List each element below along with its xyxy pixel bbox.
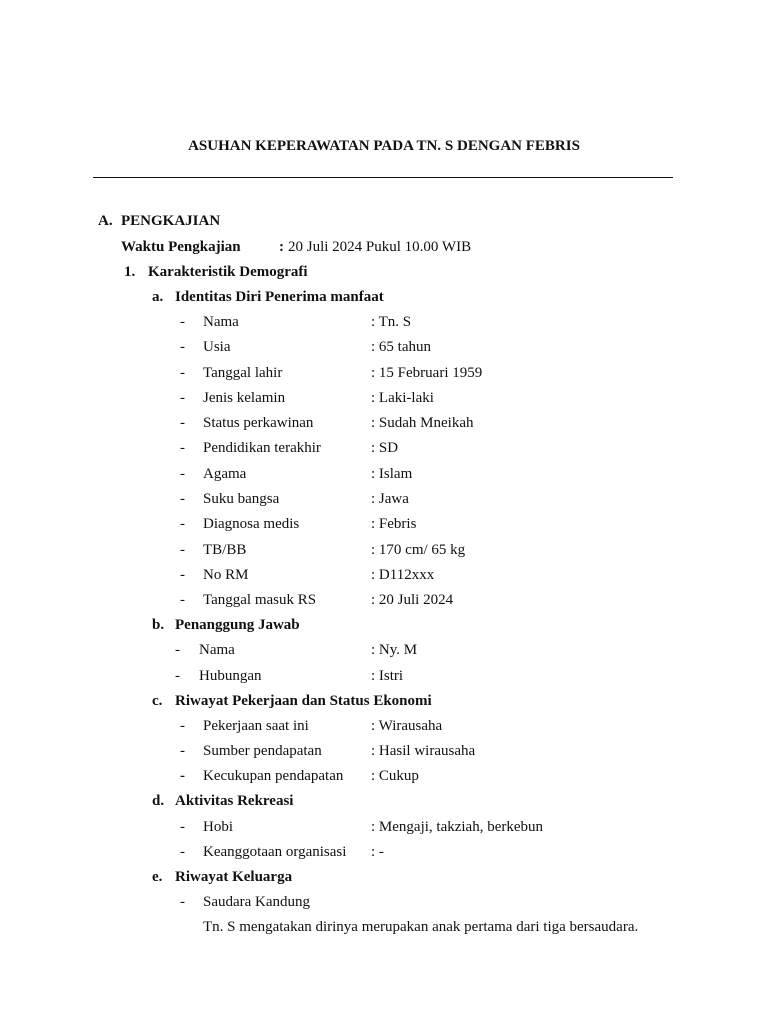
waktu-pengkajian-label: Waktu Pengkajian	[121, 239, 241, 255]
bullet-dash: -	[180, 844, 185, 860]
field-label: TB/BB	[203, 542, 247, 558]
field-row	[0, 667, 768, 685]
field-row	[0, 389, 768, 407]
field-value: : Mengaji, takziah, berkebun	[371, 819, 544, 835]
field-row	[0, 313, 768, 331]
field-row	[0, 742, 768, 760]
sub-a-letter: a.	[152, 289, 164, 305]
field-label: Keanggotaan organisasi	[203, 844, 347, 860]
sub-b-letter: b.	[152, 617, 165, 633]
field-value: : Islam	[371, 466, 413, 482]
sub-e-letter: e.	[152, 869, 163, 885]
field-label: Jenis kelamin	[203, 390, 286, 406]
field-label: Nama	[203, 314, 239, 330]
field-value: : Jawa	[371, 491, 409, 507]
field-label: Hobi	[203, 819, 233, 835]
item-1-number: 1.	[124, 264, 136, 280]
field-row	[0, 490, 768, 508]
field-label: No RM	[203, 567, 249, 583]
field-value: : 20 Juli 2024	[371, 592, 454, 608]
bullet-dash: -	[180, 894, 185, 910]
field-row	[0, 717, 768, 735]
field-row	[0, 465, 768, 483]
bullet-dash: -	[180, 491, 185, 507]
bullet-dash: -	[180, 819, 185, 835]
bullet-dash: -	[180, 516, 185, 532]
waktu-pengkajian-separator: :	[279, 239, 284, 255]
bullet-dash: -	[180, 718, 185, 734]
field-row	[0, 566, 768, 584]
field-row	[0, 439, 768, 457]
field-label: Tanggal lahir	[203, 365, 283, 381]
field-value: : -	[371, 844, 384, 860]
field-label: Hubungan	[199, 668, 262, 684]
sub-a-heading: Identitas Diri Penerima manfaat	[175, 289, 384, 305]
field-label: Saudara Kandung	[203, 894, 311, 910]
bullet-dash: -	[180, 542, 185, 558]
field-value: : SD	[371, 440, 399, 456]
field-value: : Wirausaha	[371, 718, 443, 734]
field-row	[0, 515, 768, 533]
field-value: : Ny. M	[371, 642, 418, 658]
bullet-dash: -	[180, 592, 185, 608]
field-label: Status perkawinan	[203, 415, 314, 431]
field-label: Tanggal masuk RS	[203, 592, 317, 608]
field-value: : 170 cm/ 65 kg	[371, 542, 466, 558]
field-label: Usia	[203, 339, 231, 355]
section-a-heading: PENGKAJIAN	[121, 213, 221, 229]
bullet-dash: -	[180, 314, 185, 330]
field-row	[0, 591, 768, 609]
field-value: : 15 Februari 1959	[371, 365, 483, 381]
sub-e-heading: Riwayat Keluarga	[175, 869, 293, 885]
bullet-dash: -	[180, 440, 185, 456]
field-label: Sumber pendapatan	[203, 743, 322, 759]
sub-d-letter: d.	[152, 793, 165, 809]
field-row	[0, 338, 768, 356]
sub-d-heading: Aktivitas Rekreasi	[175, 793, 294, 809]
field-value: : 65 tahun	[371, 339, 431, 355]
item-1-heading: Karakteristik Demografi	[148, 264, 308, 280]
bullet-dash: -	[175, 668, 180, 684]
field-row	[0, 767, 768, 785]
field-value: : Cukup	[371, 768, 419, 784]
field-value: : Istri	[371, 668, 404, 684]
field-row	[0, 364, 768, 382]
bullet-dash: -	[180, 768, 185, 784]
field-label: Pekerjaan saat ini	[203, 718, 309, 734]
bullet-dash: -	[180, 743, 185, 759]
field-row	[0, 541, 768, 559]
bullet-dash: -	[180, 390, 185, 406]
bullet-dash: -	[175, 642, 180, 658]
sub-c-heading: Riwayat Pekerjaan dan Status Ekonomi	[175, 693, 432, 709]
title-underline	[93, 177, 673, 178]
bullet-dash: -	[180, 466, 185, 482]
field-value: : Sudah Mneikah	[371, 415, 474, 431]
field-label: Nama	[199, 642, 235, 658]
field-label: Kecukupan pendapatan	[203, 768, 344, 784]
field-label: Pendidikan terakhir	[203, 440, 321, 456]
field-label: Suku bangsa	[203, 491, 280, 507]
bullet-dash: -	[180, 415, 185, 431]
field-label: Diagnosa medis	[203, 516, 300, 532]
field-row	[0, 641, 768, 659]
field-row	[0, 843, 768, 861]
field-value: : Tn. S	[371, 314, 412, 330]
field-value: : Laki-laki	[371, 390, 434, 406]
waktu-pengkajian-value: 20 Juli 2024 Pukul 10.00 WIB	[288, 239, 472, 255]
field-row	[0, 893, 768, 911]
section-a-letter: A.	[98, 213, 113, 229]
field-value: : Hasil wirausaha	[371, 743, 476, 759]
document-title: ASUHAN KEPERAWATAN PADA TN. S DENGAN FEBRIS	[188, 138, 580, 154]
bullet-dash: -	[180, 339, 185, 355]
field-row	[0, 414, 768, 432]
saudara-kandung-paragraph: Tn. S mengatakan dirinya merupakan anak pertama dari tiga bersaudara.	[203, 919, 639, 935]
field-value: : Febris	[371, 516, 417, 532]
field-row	[0, 818, 768, 836]
sub-c-letter: c.	[152, 693, 163, 709]
bullet-dash: -	[180, 567, 185, 583]
field-value: : D112xxx	[371, 567, 435, 583]
sub-b-heading: Penanggung Jawab	[175, 617, 300, 633]
field-label: Agama	[203, 466, 247, 482]
bullet-dash: -	[180, 365, 185, 381]
